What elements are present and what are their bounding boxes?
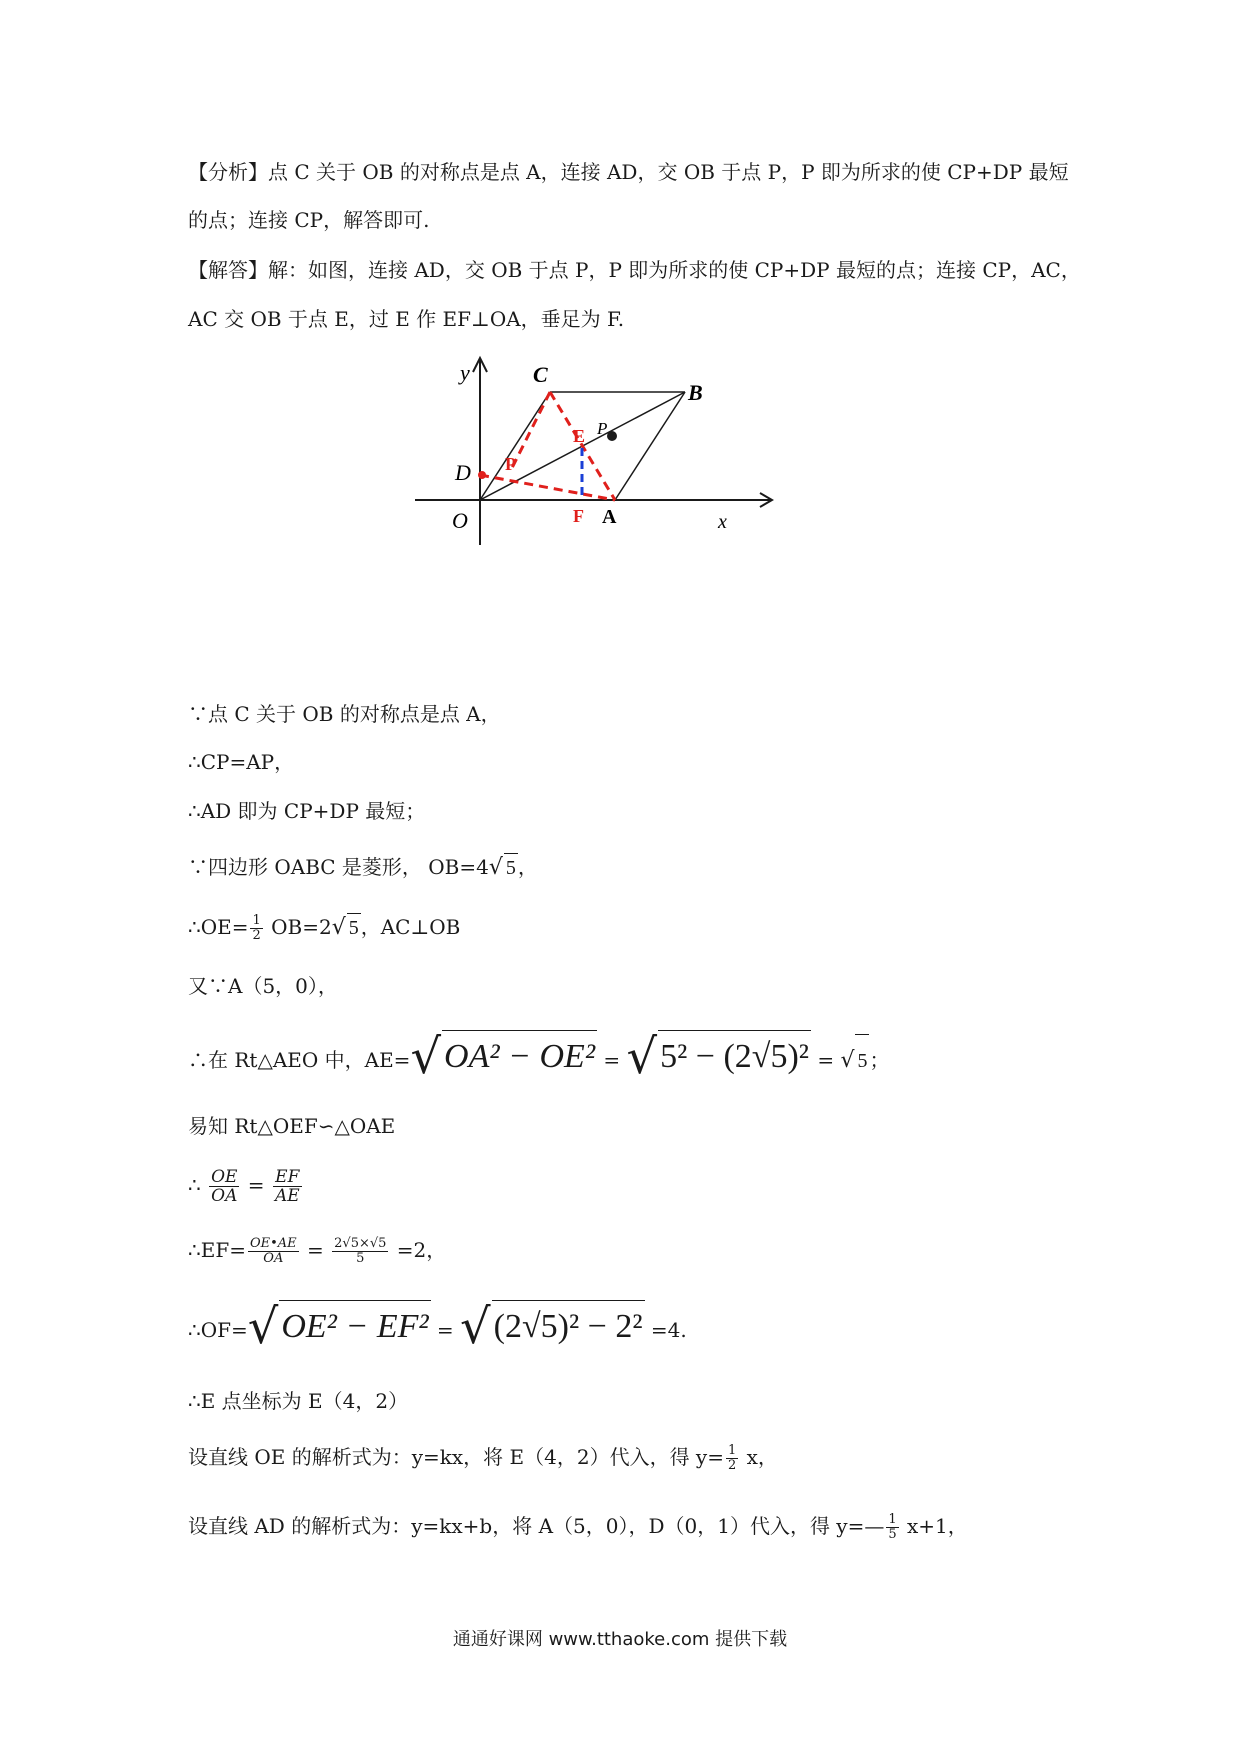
fraction-half: $\frac{1}{2}$ [252, 913, 261, 943]
step-1: ∵点 C 关于 OB 的对称点是点 A， [188, 702, 501, 726]
step-11: ∴OF=√OE² − EF² = √(2√5)² − 2² =4. [188, 1299, 687, 1355]
step-5: ∴OE= $\frac{1}{2}$ OB=2√ 5 ，AC⊥OB [188, 913, 461, 943]
solution-line-1: 【解答】解：如图，连接 AD，交 OB 于点 P，P 即为所求的使 CP+DP 最短的点；连接 CP，AC， [188, 258, 1081, 282]
point-D [478, 471, 486, 479]
label-A: A [602, 506, 617, 528]
step-14: 设直线 AD 的解析式为：y=kx+b，将 A（5，0），D（0，1）代入，得 y=— $\frac{1}{5}$ x+1， [188, 1512, 968, 1542]
label-P-black: P [597, 419, 608, 438]
sqrt-5: 5 [504, 853, 518, 882]
solution-line-2: AC 交 OB 于点 E，过 E 作 EF⊥OA，垂足为 F. [188, 307, 625, 331]
label-B: B [688, 380, 703, 405]
step-9: ∴ $\frac{OE}{OA}$ = $\frac{EF}{AE}$ [188, 1167, 300, 1206]
fraction-2root5root5-5: $\frac{2√5\times√5}{5}$ [334, 1236, 387, 1266]
step-7: ∴在 Rt△AEO 中，AE=√OA² − OE² = √5² − (2√5)² = √ 5 ； [188, 1029, 890, 1085]
sqrt-2root5-2: (2√5)² − 2² [492, 1300, 645, 1353]
fraction-oe-oa: $\frac{OE}{OA}$ [211, 1167, 238, 1206]
step-10: ∴EF= $\frac{OE•AE}{OA}$ = $\frac{2√5\times√5}{5}$ =2， [188, 1236, 447, 1266]
step-4: ∵四边形 OABC 是菱形， OB=4√ 5 ， [188, 855, 538, 880]
step-13: 设直线 OE 的解析式为：y=kx，将 E（4，2）代入，得 y= $\frac{1}{2}$ x， [188, 1443, 778, 1473]
label-E: E [573, 426, 586, 446]
label-C: C [533, 362, 548, 387]
step-6: 又∵A（5，0）， [188, 974, 338, 998]
fraction-1-2: $\frac{1}{2}$ [728, 1443, 737, 1473]
step-8: 易知 Rt△OEF∽△OAE [188, 1114, 396, 1138]
analysis-line-2: 的点；连接 CP，解答即可. [188, 208, 430, 232]
label-x: x [718, 511, 727, 533]
label-O: O [452, 508, 468, 533]
point-P-black [607, 431, 617, 441]
step-2: ∴CP=AP， [188, 750, 295, 774]
fraction-ef-ae: $\frac{EF}{AE}$ [274, 1167, 300, 1206]
step-3: ∴AD 即为 CP+DP 最短； [188, 799, 426, 823]
step-12: ∴E 点坐标为 E（4，2） [188, 1389, 409, 1413]
label-D: D [455, 460, 471, 485]
sqrt-5-2root5: 5² − (2√5)² [658, 1030, 811, 1083]
page-footer: 通通好课网 www.tthaoke.com 提供下载 [452, 1629, 788, 1650]
label-F: F [573, 506, 584, 526]
sqrt-oe-ef: OE² − EF² [279, 1300, 430, 1353]
analysis-line-1: 【分析】点 C 关于 OB 的对称点是点 A，连接 AD，交 OB 于点 P，P 即为所求的使 CP+DP 最短 [188, 160, 1069, 184]
label-P-red: P [505, 454, 516, 474]
sqrt-oa-oe: OA² − OE² [442, 1030, 597, 1083]
geometry-figure [410, 350, 780, 550]
fraction-1-5: $\frac{1}{5}$ [888, 1512, 897, 1542]
fraction-oeae-oa: $\frac{OE•AE}{OA}$ [249, 1236, 297, 1266]
label-y: y [460, 360, 470, 385]
